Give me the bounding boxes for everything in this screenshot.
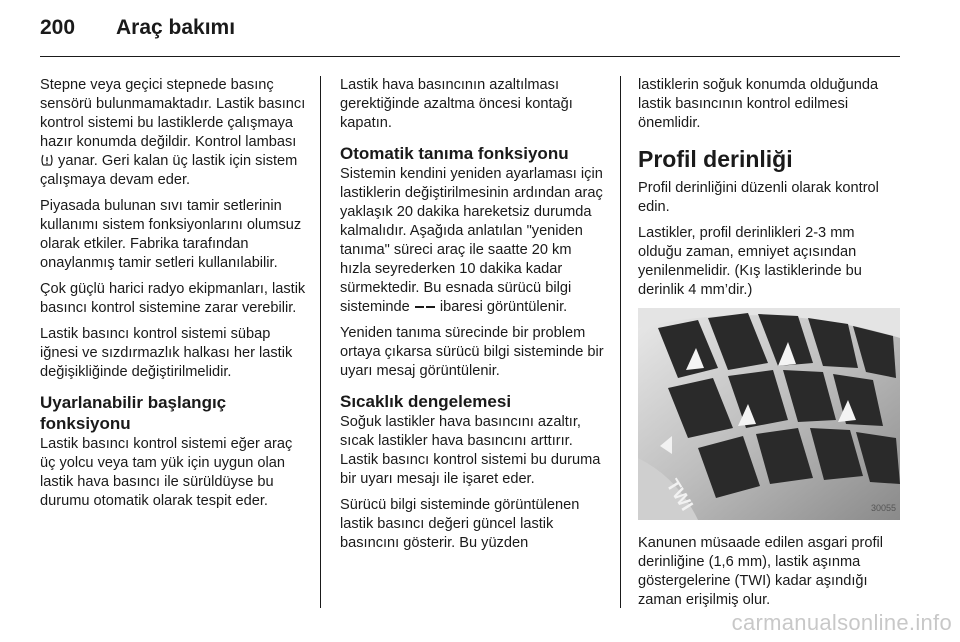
page-number: 200 [40, 16, 76, 39]
paragraph-valve: Lastik basıncı kontrol sistemi sübap iğnesi ve sızdırmazlık halkası her lastik değişikliğinde değiştirilmelidir. [40, 326, 293, 380]
column-divider-2 [620, 76, 621, 608]
page-title: Araç bakımı [116, 16, 236, 39]
figure-number: 30055 [870, 503, 896, 513]
header-rule [40, 56, 900, 57]
paragraph-reduce-pressure: Lastik hava basıncının azaltılması gerektiğinde azaltma öncesi kontağı kapatın. [340, 77, 573, 131]
paragraph-spare-tire: Stepne veya geçici stepnede basınç sensörü bulunmamaktadır. Lastik basıncı kontrol sistemi bu lastiklerde çalışmaya hazır konumda değildir. Kontrol lambası yanar. Geri kalan üç lastik için sistem çalışmaya devam eder. [40, 77, 306, 188]
heading-auto-detect: Otomatik tanıma fonksiyonu [340, 144, 569, 163]
heading-profile-depth: Profil derinliği [638, 146, 793, 172]
column-divider-1 [320, 76, 321, 608]
paragraph-cold-check: lastiklerin soğuk konumda olduğunda lastik basıncının kontrol edilmesi önemlidir. [638, 77, 879, 131]
tire-pressure-warning-icon [40, 153, 54, 167]
paragraph-displayed-value: Sürücü bilgi sisteminde görüntülenen lastik basıncı değeri güncel lastik basıncını gösterir. Bu yüzden [340, 497, 580, 551]
paragraph-check-profile: Profil derinliğini düzenli olarak kontrol edin. [638, 180, 879, 215]
double-dash-icon [414, 303, 436, 311]
watermark: carmanualsonline.info [731, 610, 952, 635]
heading-temperature: Sıcaklık dengelemesi [340, 392, 512, 411]
paragraph-legal-minimum: Kanunen müsaade edilen asgari profil derinliğine (1,6 mm), lastik aşınma göstergelerine (TWI) kadar aşındığı zaman erişilmiş olur. [638, 535, 884, 608]
paragraph-auto-detect: Sistemin kendini yeniden ayarlaması için lastiklerin değiştirilmesinin ardından araç yaklaşık 20 dakika hareketsiz durumda kalmalıdır. Aşağıda anlatılan "yeniden tanıma" süreci araç ile saatte 20 km hızla seyrederken 10 dakika kadar sürmektedir. Bu esnada sürücü bilgi sisteminde ibaresi görüntülenir. [340, 166, 603, 315]
paragraph-repair-kits: Piyasada bulunan sıvı tamir setlerinin kullanımı sistem fonksiyonlarını olumsuz olarak etkiler. Fabrika tarafından onaylanmış tamir setleri kullanılabilir. [40, 198, 302, 271]
paragraph-problem: Yeniden tanıma sürecinde bir problem ortaya çıkarsa sürücü bilgi sisteminde bir uyarı mesaj görüntülenir. [340, 325, 604, 379]
paragraph-profile-mm: Lastikler, profil derinlikleri 2-3 mm olduğu zaman, emniyet açısından yenilenmelidir. (Kış lastiklerinde bu derinlik 4 mm’dir.) [638, 225, 862, 298]
column-1 [40, 76, 306, 518]
paragraph-temperature: Soğuk lastikler hava basıncını azaltır, sıcak lastikler hava basıncını arttırır. Lastik basıncı kontrol sistemi bu duruma bir uyarı mesajı ile işaret eder. [340, 414, 601, 487]
page-header [40, 16, 235, 46]
tire-tread-figure [638, 308, 900, 520]
column-2 [340, 76, 604, 560]
heading-adaptive-start: Uyarlanabilir başlangıç fonksiyonu [40, 393, 227, 433]
twi-marking: TWI [662, 475, 698, 515]
paragraph-radio: Çok güçlü harici radyo ekipmanları, lastik basıncı kontrol sistemine zarar verebilir. [40, 281, 306, 316]
paragraph-adaptive-start: Lastik basıncı kontrol sistemi eğer araç üç yolcu veya tam yük için uygun olan lastik hava basıncı ile sürüldüyse bu durumu otomatik olarak tespit eder. [40, 436, 293, 509]
column-3 [638, 76, 902, 617]
tire-tread-illustration [638, 308, 900, 520]
